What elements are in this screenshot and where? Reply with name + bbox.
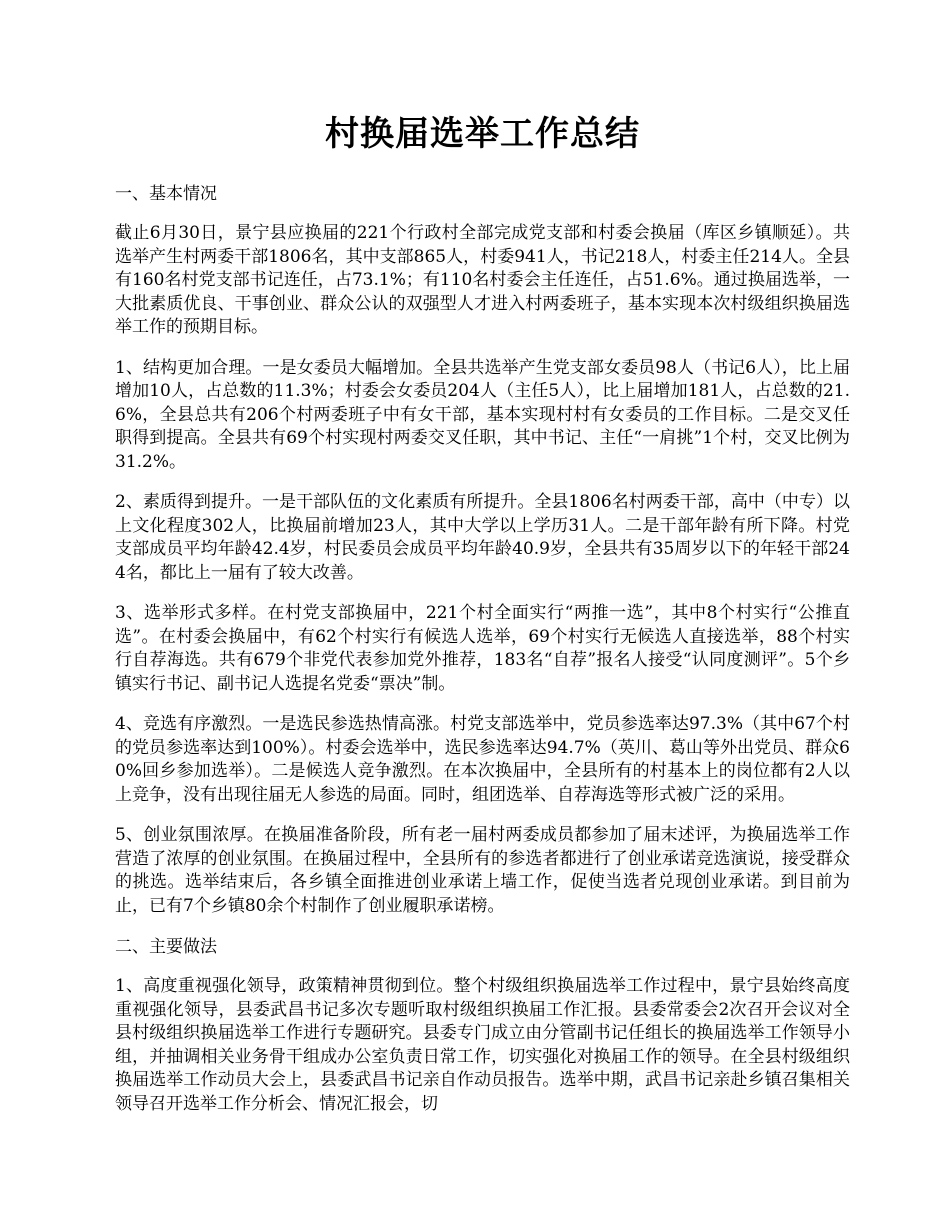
section-heading-main-practices: 二、主要做法 bbox=[115, 937, 217, 957]
document-title: 村换届选举工作总结 bbox=[325, 114, 640, 154]
paragraph-structure: 1、结构更加合理。一是女委员大幅增加。全县共选举产生党支部女委员98人（书记6人），比上届增加10人，占总数的11.3%；村委会女委员204人（主任5人），比上届增加181人，占总数的21.6%，全县总共有206个村两委班子中有女干部，基本实现村村有女委员的工作目标。二是交叉任职得到提高。全县共有69个村实现村两委交叉任职，其中书记、主任“一肩挑”1个村，交叉比例为31.2%。 bbox=[115, 357, 850, 472]
paragraph-entrepreneurship: 5、创业氛围浓厚。在换届准备阶段，所有老一届村两委成员都参加了届末述评，为换届选举工作营造了浓厚的创业氛围。在换届过程中，全县所有的参选者都进行了创业承诺竞选演说，接受群众的挑选。选举结束后，各乡镇全面推进创业承诺上墙工作，促使当选者兑现创业承诺。到目前为止，已有7个乡镇80余个村制作了创业履职承诺榜。 bbox=[115, 825, 850, 916]
paragraph-quality: 2、素质得到提升。一是干部队伍的文化素质有所提升。全县1806名村两委干部，高中（中专）以上文化程度302人，比换届前增加23人，其中大学以上学历31人。二是干部年龄有所下降。村党支部成员平均年龄42.4岁，村民委员会成员平均年龄40.9岁，全县共有35周岁以下的年轻干部244名，都比上一届有了较大改善。 bbox=[115, 492, 850, 583]
paragraph-leadership: 1、高度重视强化领导，政策精神贯彻到位。整个村级组织换届选举工作过程中，景宁县始终高度重视强化领导，县委武昌书记多次专题听取村级组织换届工作汇报。县委常委会2次召开会议对全县村级组织换届选举工作进行专题研究。县委专门成立由分管副书记任组长的换届选举工作领导小组，并抽调相关业务骨干组成办公室负责日常工作，切实强化对换届工作的领导。在全县村级组织换届选举工作动员大会上，县委武昌书记亲自作动员报告。选举中期，武昌书记亲赴乡镇召集相关领导召开选举工作分析会、情况汇报会，切 bbox=[115, 976, 850, 1114]
paragraph-competition: 4、竞选有序激烈。一是选民参选热情高涨。村党支部选举中，党员参选率达97.3%（其中67个村的党员参选率达到100%）。村委会选举中，选民参选率达94.7%（英川、葛山等外出党员、群众60%回乡参加选举）。二是候选人竞争激烈。在本次换届中，全县所有的村基本上的岗位都有2人以上竞争，没有出现往届无人参选的局面。同时，组团选举、自荐海选等形式被广泛的采用。 bbox=[115, 714, 850, 805]
paragraph-election-forms: 3、选举形式多样。在村党支部换届中，221个村全面实行“两推一选”，其中8个村实行“公推直选”。在村委会换届中，有62个村实行有候选人选举，69个村实行无候选人直接选举，88个村实行自荐海选。共有679个非党代表参加党外推荐，183名“自荐”报名人接受“认同度测评”。5个乡镇实行书记、副书记人选提名党委“票决”制。 bbox=[115, 603, 850, 694]
section-heading-basic-situation: 一、基本情况 bbox=[115, 184, 217, 204]
document-page bbox=[115, 108, 850, 1133]
paragraph-overview: 截止6月30日，景宁县应换届的221个行政村全部完成党支部和村委会换届（库区乡镇顺延）。共选举产生村两委干部1806名，其中支部865人，村委941人，书记218人，村委主任214人。全县有160名村党支部书记连任，占73.1%；有110名村委会主任连任，占51.6%。通过换届选举，一大批素质优良、干事创业、群众公认的双强型人才进入村两委班子，基本实现本次村级组织换届选举工作的预期目标。 bbox=[115, 223, 850, 337]
